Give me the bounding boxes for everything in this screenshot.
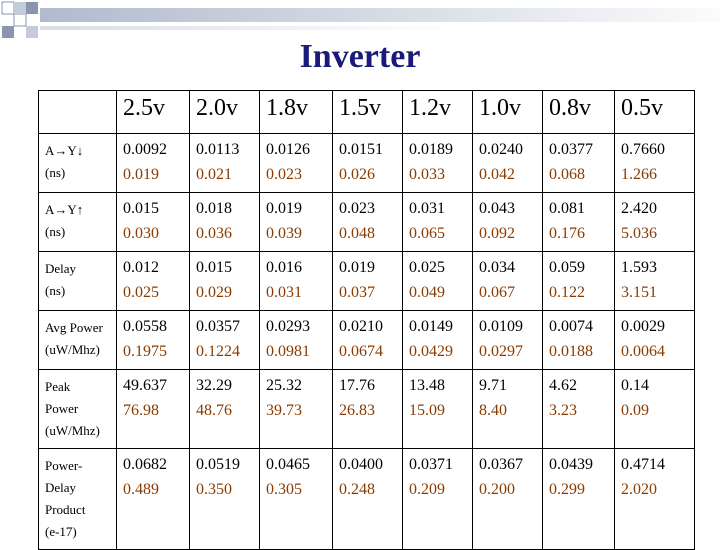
value-cell — [473, 193, 543, 252]
secondary-value: 26.83 — [339, 402, 375, 419]
row-label-line: Power- — [45, 458, 83, 473]
value-cell — [473, 311, 543, 370]
value-cell — [333, 252, 403, 311]
primary-value: 0.031 — [409, 200, 445, 217]
primary-value: 0.043 — [479, 200, 515, 217]
secondary-value: 0.489 — [123, 481, 159, 498]
primary-value: 0.0293 — [266, 318, 310, 335]
value-cell — [543, 449, 615, 550]
secondary-value: 0.1975 — [123, 343, 167, 360]
row-label-cell — [39, 252, 117, 311]
voltage-header-cell: 1.5v — [333, 91, 403, 134]
value-cell — [260, 134, 333, 193]
secondary-value: 0.048 — [339, 225, 375, 242]
primary-value: 0.0151 — [339, 141, 383, 158]
row-label-line: Product — [45, 502, 86, 517]
primary-value: 0.0240 — [479, 141, 523, 158]
value-cell — [615, 449, 695, 550]
voltage-header-cell: 0.8v — [543, 91, 615, 134]
secondary-value: 0.09 — [621, 402, 649, 419]
secondary-value: 3.23 — [549, 402, 577, 419]
value-cell — [190, 449, 260, 550]
primary-value: 2.420 — [621, 200, 657, 217]
secondary-value: 2.020 — [621, 481, 657, 498]
secondary-value: 0.065 — [409, 225, 445, 242]
inverter-table — [38, 90, 695, 550]
primary-value: 0.034 — [479, 259, 515, 276]
secondary-value: 0.021 — [196, 166, 232, 183]
secondary-value: 76.98 — [123, 402, 159, 419]
value-cell — [190, 370, 260, 449]
primary-value: 0.0126 — [266, 141, 310, 158]
row-label-cell — [39, 370, 117, 449]
voltage-header-cell: 1.0v — [473, 91, 543, 134]
value-cell — [333, 193, 403, 252]
header-corner-cell — [39, 91, 117, 134]
primary-value: 0.0371 — [409, 456, 453, 473]
value-cell — [543, 311, 615, 370]
value-cell — [473, 252, 543, 311]
secondary-value: 39.73 — [266, 402, 302, 419]
primary-value: 0.018 — [196, 200, 232, 217]
value-cell — [333, 311, 403, 370]
secondary-value: 0.0297 — [479, 343, 523, 360]
primary-value: 13.48 — [409, 377, 445, 394]
secondary-value: 0.029 — [196, 284, 232, 301]
primary-value: 0.0189 — [409, 141, 453, 158]
primary-value: 0.081 — [549, 200, 585, 217]
secondary-value: 0.067 — [479, 284, 515, 301]
primary-value: 0.0400 — [339, 456, 383, 473]
primary-value: 0.0439 — [549, 456, 593, 473]
secondary-value: 0.200 — [479, 481, 515, 498]
value-cell — [260, 370, 333, 449]
secondary-value: 48.76 — [196, 402, 232, 419]
primary-value: 0.015 — [196, 259, 232, 276]
secondary-value: 0.025 — [123, 284, 159, 301]
value-cell — [543, 252, 615, 311]
primary-value: 0.0682 — [123, 456, 167, 473]
row-label-line: Delay — [45, 480, 77, 495]
value-cell — [190, 252, 260, 311]
value-cell — [403, 449, 473, 550]
primary-value: 0.015 — [123, 200, 159, 217]
value-cell — [403, 370, 473, 449]
primary-value: 0.0558 — [123, 318, 167, 335]
secondary-value: 8.40 — [479, 402, 507, 419]
decorative-squares — [0, 0, 720, 40]
primary-value: 0.019 — [339, 259, 375, 276]
value-cell — [117, 134, 190, 193]
value-cell — [190, 193, 260, 252]
value-cell — [403, 311, 473, 370]
value-cell — [117, 311, 190, 370]
value-cell — [333, 134, 403, 193]
secondary-value: 0.0674 — [339, 343, 383, 360]
value-cell — [403, 193, 473, 252]
primary-value: 0.0109 — [479, 318, 523, 335]
primary-value: 1.593 — [621, 259, 657, 276]
primary-value: 0.019 — [266, 200, 302, 217]
secondary-value: 0.036 — [196, 225, 232, 242]
voltage-header-cell: 0.5v — [615, 91, 695, 134]
value-cell — [190, 311, 260, 370]
value-cell — [543, 370, 615, 449]
primary-value: 0.059 — [549, 259, 585, 276]
row-label-line: (ns) — [45, 224, 66, 239]
primary-value: 0.0377 — [549, 141, 593, 158]
secondary-value: 3.151 — [621, 284, 657, 301]
value-cell — [615, 311, 695, 370]
row-label-line: (uW/Mhz) — [45, 423, 100, 438]
primary-value: 0.0092 — [123, 141, 167, 158]
secondary-value: 0.299 — [549, 481, 585, 498]
row-label-line: Delay — [45, 261, 77, 276]
row-label-line: (uW/Mhz) — [45, 342, 100, 357]
row-label-line: Avg Power — [45, 320, 103, 335]
row-label-line: A→Y↑ — [45, 202, 84, 217]
secondary-value: 0.039 — [266, 225, 302, 242]
secondary-value: 0.033 — [409, 166, 445, 183]
value-cell — [615, 193, 695, 252]
secondary-value: 0.350 — [196, 481, 232, 498]
row-label-line: A→Y↓ — [45, 143, 84, 158]
value-cell — [473, 134, 543, 193]
primary-value: 0.0519 — [196, 456, 240, 473]
voltage-header-cell: 1.2v — [403, 91, 473, 134]
primary-value: 0.025 — [409, 259, 445, 276]
header-row — [39, 91, 695, 134]
primary-value: 0.0465 — [266, 456, 310, 473]
value-cell — [543, 134, 615, 193]
value-cell — [260, 311, 333, 370]
secondary-value: 0.248 — [339, 481, 375, 498]
secondary-value: 0.031 — [266, 284, 302, 301]
primary-value: 0.7660 — [621, 141, 665, 158]
table-row — [39, 311, 695, 370]
secondary-value: 0.305 — [266, 481, 302, 498]
secondary-value: 0.0064 — [621, 343, 665, 360]
row-label-cell — [39, 311, 117, 370]
primary-value: 32.29 — [196, 377, 232, 394]
value-cell — [543, 193, 615, 252]
primary-value: 0.0074 — [549, 318, 593, 335]
table-row — [39, 449, 695, 550]
row-label-line: (ns) — [45, 165, 66, 180]
primary-value: 0.0113 — [196, 141, 240, 158]
secondary-value: 0.092 — [479, 225, 515, 242]
secondary-value: 0.042 — [479, 166, 515, 183]
secondary-value: 1.266 — [621, 166, 657, 183]
secondary-value: 0.030 — [123, 225, 159, 242]
secondary-value: 0.049 — [409, 284, 445, 301]
secondary-value: 0.0429 — [409, 343, 453, 360]
primary-value: 25.32 — [266, 377, 302, 394]
value-cell — [117, 449, 190, 550]
secondary-value: 5.036 — [621, 225, 657, 242]
primary-value: 0.012 — [123, 259, 159, 276]
table-row — [39, 134, 695, 193]
value-cell — [190, 134, 260, 193]
primary-value: 4.62 — [549, 377, 577, 394]
secondary-value: 0.1224 — [196, 343, 240, 360]
primary-value: 0.0357 — [196, 318, 240, 335]
row-label-cell — [39, 193, 117, 252]
value-cell — [260, 449, 333, 550]
primary-value: 0.14 — [621, 377, 649, 394]
secondary-value: 0.023 — [266, 166, 302, 183]
secondary-value: 0.0981 — [266, 343, 310, 360]
row-label-line: Power — [45, 401, 79, 416]
secondary-value: 0.026 — [339, 166, 375, 183]
voltage-header-cell: 1.8v — [260, 91, 333, 134]
table-row — [39, 193, 695, 252]
row-label-line: (ns) — [45, 283, 66, 298]
row-label-cell — [39, 449, 117, 550]
table-row — [39, 370, 695, 449]
secondary-value: 0.037 — [339, 284, 375, 301]
voltage-header-cell: 2.0v — [190, 91, 260, 134]
primary-value: 0.0367 — [479, 456, 523, 473]
voltage-header-cell: 2.5v — [117, 91, 190, 134]
primary-value: 9.71 — [479, 377, 507, 394]
secondary-value: 0.209 — [409, 481, 445, 498]
value-cell — [117, 370, 190, 449]
page-title: Inverter — [299, 38, 421, 75]
secondary-value: 0.122 — [549, 284, 585, 301]
primary-value: 0.0029 — [621, 318, 665, 335]
value-cell — [403, 252, 473, 311]
primary-value: 0.4714 — [621, 456, 665, 473]
primary-value: 0.023 — [339, 200, 375, 217]
row-label-line: (e-17) — [45, 524, 77, 539]
value-cell — [260, 252, 333, 311]
value-cell — [615, 134, 695, 193]
primary-value: 17.76 — [339, 377, 375, 394]
value-cell — [473, 449, 543, 550]
primary-value: 0.0149 — [409, 318, 453, 335]
value-cell — [333, 370, 403, 449]
row-label-line: Peak — [45, 379, 71, 394]
value-cell — [473, 370, 543, 449]
value-cell — [117, 252, 190, 311]
table-row — [39, 252, 695, 311]
value-cell — [615, 370, 695, 449]
value-cell — [117, 193, 190, 252]
secondary-value: 0.0188 — [549, 343, 593, 360]
secondary-value: 0.176 — [549, 225, 585, 242]
value-cell — [615, 252, 695, 311]
secondary-value: 0.019 — [123, 166, 159, 183]
row-label-cell — [39, 134, 117, 193]
primary-value: 49.637 — [123, 377, 167, 394]
secondary-value: 15.09 — [409, 402, 445, 419]
secondary-value: 0.068 — [549, 166, 585, 183]
value-cell — [403, 134, 473, 193]
value-cell — [260, 193, 333, 252]
value-cell — [333, 449, 403, 550]
primary-value: 0.016 — [266, 259, 302, 276]
primary-value: 0.0210 — [339, 318, 383, 335]
